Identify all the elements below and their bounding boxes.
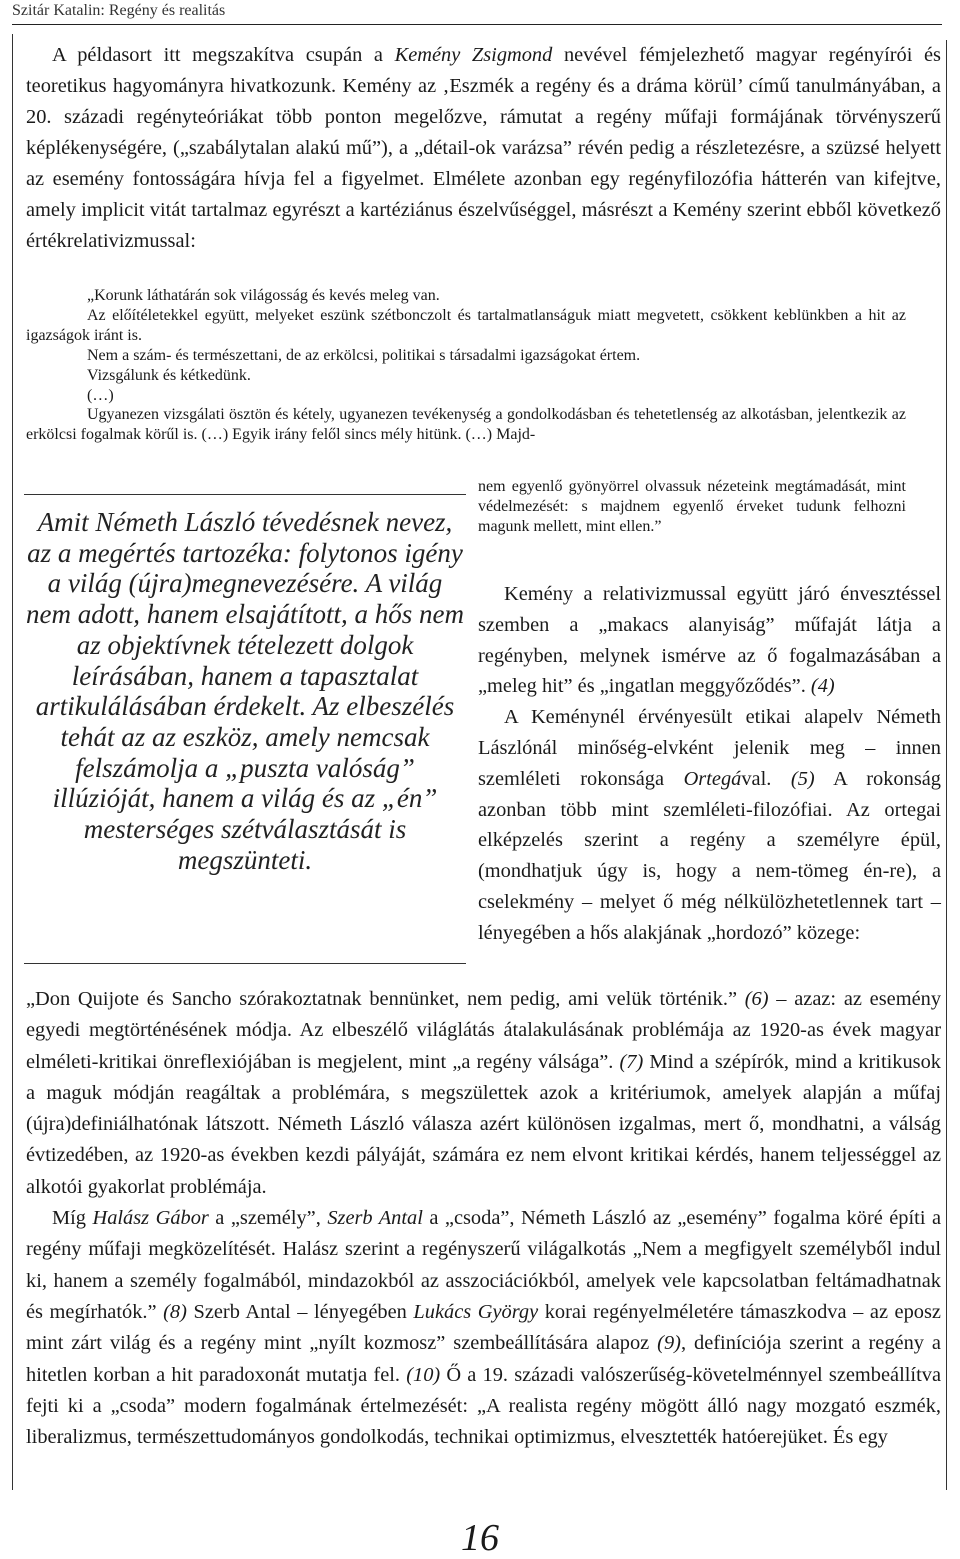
running-title: Szitár Katalin: Regény és realitás [12, 2, 226, 19]
footnote-ref: (10) [406, 1363, 441, 1386]
quote-line: (…) [87, 386, 114, 404]
person-name: Halász Gábor [92, 1207, 209, 1230]
quote-line: Az előítéletekkel együtt, melyeket eszünk szétbonczolt és tartalmatlanságuk miatt megvetett, csökkent keblünkben a hit az igazságok iránt is. [26, 306, 906, 344]
right-margin-rule [946, 40, 947, 1490]
paragraph: Kemény a relativizmussal együtt járó énvesztéssel szemben a „makacs alanyiság” műfaját látja a regényben, melynek ismérve az ő fogalmazásában a „meleg hit” és „ingatlan meggyőződés”. (4) [478, 583, 941, 698]
paragraph: A Keménynél érvényesült etikai alapelv Németh Lászlónál minőség-elvként jelenik meg – innen szemléleti rokonsága Ortegával. (5) A rokonság azonban több mint szemléleti-filozófiai. Az ortegai elképzelés szerint a regény a személyre épül, (mondhatjuk úgy is, hogy a nem-tömeg én-re), a cselekmény – melyet ő még nélkülözhetetlennek tart – lényegében a hős alakjának „hordozó” közege: [478, 706, 942, 944]
pullquote-bottom-rule [24, 963, 466, 964]
footnote-ref: (8) [163, 1300, 187, 1323]
left-margin-rule [12, 34, 13, 1490]
pullquote: Amit Németh László tévedésnek nevez, az a megértés tartozéka: folytonos igény a világ (újra)megnevezésére. A világ nem adott, hanem elsajátított, a hős nem az objektívnek tételezett dolgok leírásában, hanem a tapasztalat artikulálásában érdekelt. Az elbeszélés tehát az az eszköz, amely nemcsak felszámolja a „puszta valóság” illúzióját, hanem a világ és az „én” mesterséges szétválasztását is megszünteti. [26, 507, 464, 875]
quote-continuation: nem egyenlő gyönyörrel olvassuk nézeteink megtámadását, mint védelmezését: s majdnem egyenlő érveket tudunk felhozni magunk mellett, mint ellen.” [478, 478, 906, 535]
footnote-ref: (7) [619, 1050, 644, 1073]
footnote-ref: (9) [657, 1332, 681, 1355]
person-name: Lukács György [413, 1300, 539, 1323]
quote-line: Vizsgálunk és kétkedünk. [87, 366, 251, 384]
quote-line: Nem a szám- és természettani, de az erkölcsi, politikai s társadalmi igazságokat értem. [87, 346, 641, 364]
pullquote-top-rule [24, 494, 466, 495]
paragraph: „Don Quijote és Sancho szórakoztatnak bennünket, nem pedig, ami velük történik.” (6) – azaz: az esemény egyedi megtörténésének módja. Az elbeszélő világlátás átalakulásának problémája az 1920-as évek magyar elméleti-kritikai önreflexiójában is megjelent, mint „a regény válsága”. (7) Mind a szépírók, mind a kritikusok a maguk módján reagáltak a problémára, s megszülettek azok a kritériumok, amelyek alapján a műfaj (újra)definiálhatónak látszott. Németh László válasza azért különösen izgalmas, mert ő, mondhatni, a válság évtizedében, az 1920-as években kezdi pályáját, számára ez nem elvont kritikai kérdés, hanem teljességgel az alkotói gyakorlat problémája. [26, 988, 942, 1198]
footnote-ref: (6) [744, 988, 769, 1010]
running-header [12, 0, 942, 25]
right-column-text [478, 579, 941, 949]
quote-line: „Korunk láthatárán sok világosság és kevés meleg van. [87, 287, 440, 304]
block-quote [26, 286, 906, 445]
footnote-ref: (4) [810, 675, 835, 698]
footnote-ref: (5) [790, 767, 815, 790]
person-name: Ortegá [683, 767, 742, 790]
person-name: Szerb Antal [327, 1207, 423, 1230]
intro-paragraph: A példasort itt megszakítva csupán a Kemény Zsigmond nevével fémjelezhető magyar regényírói és teoretikus hagyományra hivatkozunk. Kemény az ‚Eszmék a regény és a dráma körül’ című tanulmányában, a 20. századi regényteóriákat több ponton megelőzve, rámutat a regény műfaji formájának törvényszerű képlékenységére, („szabálytalan alakú mű”), a „détail-ok varázsa” révén pedig a részletezésre, a szüzsé helyett az esemény fontosságára hívja fel a figyelmet. Elmélete azonban egy regényfilozófia hátterén van kifejtve, amely implicit vitát tartalmaz egyrészt a kartéziánus észelvűséggel, másrészt a Kemény szerint ebből következő értékrelativizmussal: [26, 44, 941, 252]
quote-line: Ugyanezen vizsgálati ösztön és kétely, ugyanezen tevékenység a gondolkodásban és tehetetlenség az alkotásban, jelentkezik az erkölcsi fogalmak körűl is. (…) Egyik irány felől sincs mély hitünk. (…) Majd- [26, 406, 906, 444]
person-name: Kemény Zsigmond [394, 44, 553, 66]
page-number: 16 [461, 1517, 499, 1559]
body-text [26, 984, 941, 1453]
paragraph: Míg Halász Gábor a „személy”, Szerb Antal a „csoda”, Németh László az „esemény” fogalma köré építi a regény műfaji megközelítését. Halász szerint a regényszerű világalkotás „Nem a megfigyelt személyből indul ki, hanem a személy fogalmából, mindazokból az asszociációkból, amelyek vele kapcsolatban feltámadhatnak és megírhatók.” (8) Szerb Antal – lényegében Lukács György korai regényelméletére támaszkodva – az eposz mint zárt világ és a regény mint „nyílt kozmosz” szembeállítására alapoz (9), definíciója szerint a regény a hitetlen korban a hit paradoxonát mutatja fel. (10) Ő a 19. századi valószerűség-követelménnyel szembeállítva fejti ki a „csoda” modern fogalmának értelmezését: „A realista regény mögött álló nagy mozgató eszmék, liberalizmus, természettudományos gondolkodás, technikai optimizmus, elvesztették hatóerejüket. És egy [26, 1207, 942, 1449]
